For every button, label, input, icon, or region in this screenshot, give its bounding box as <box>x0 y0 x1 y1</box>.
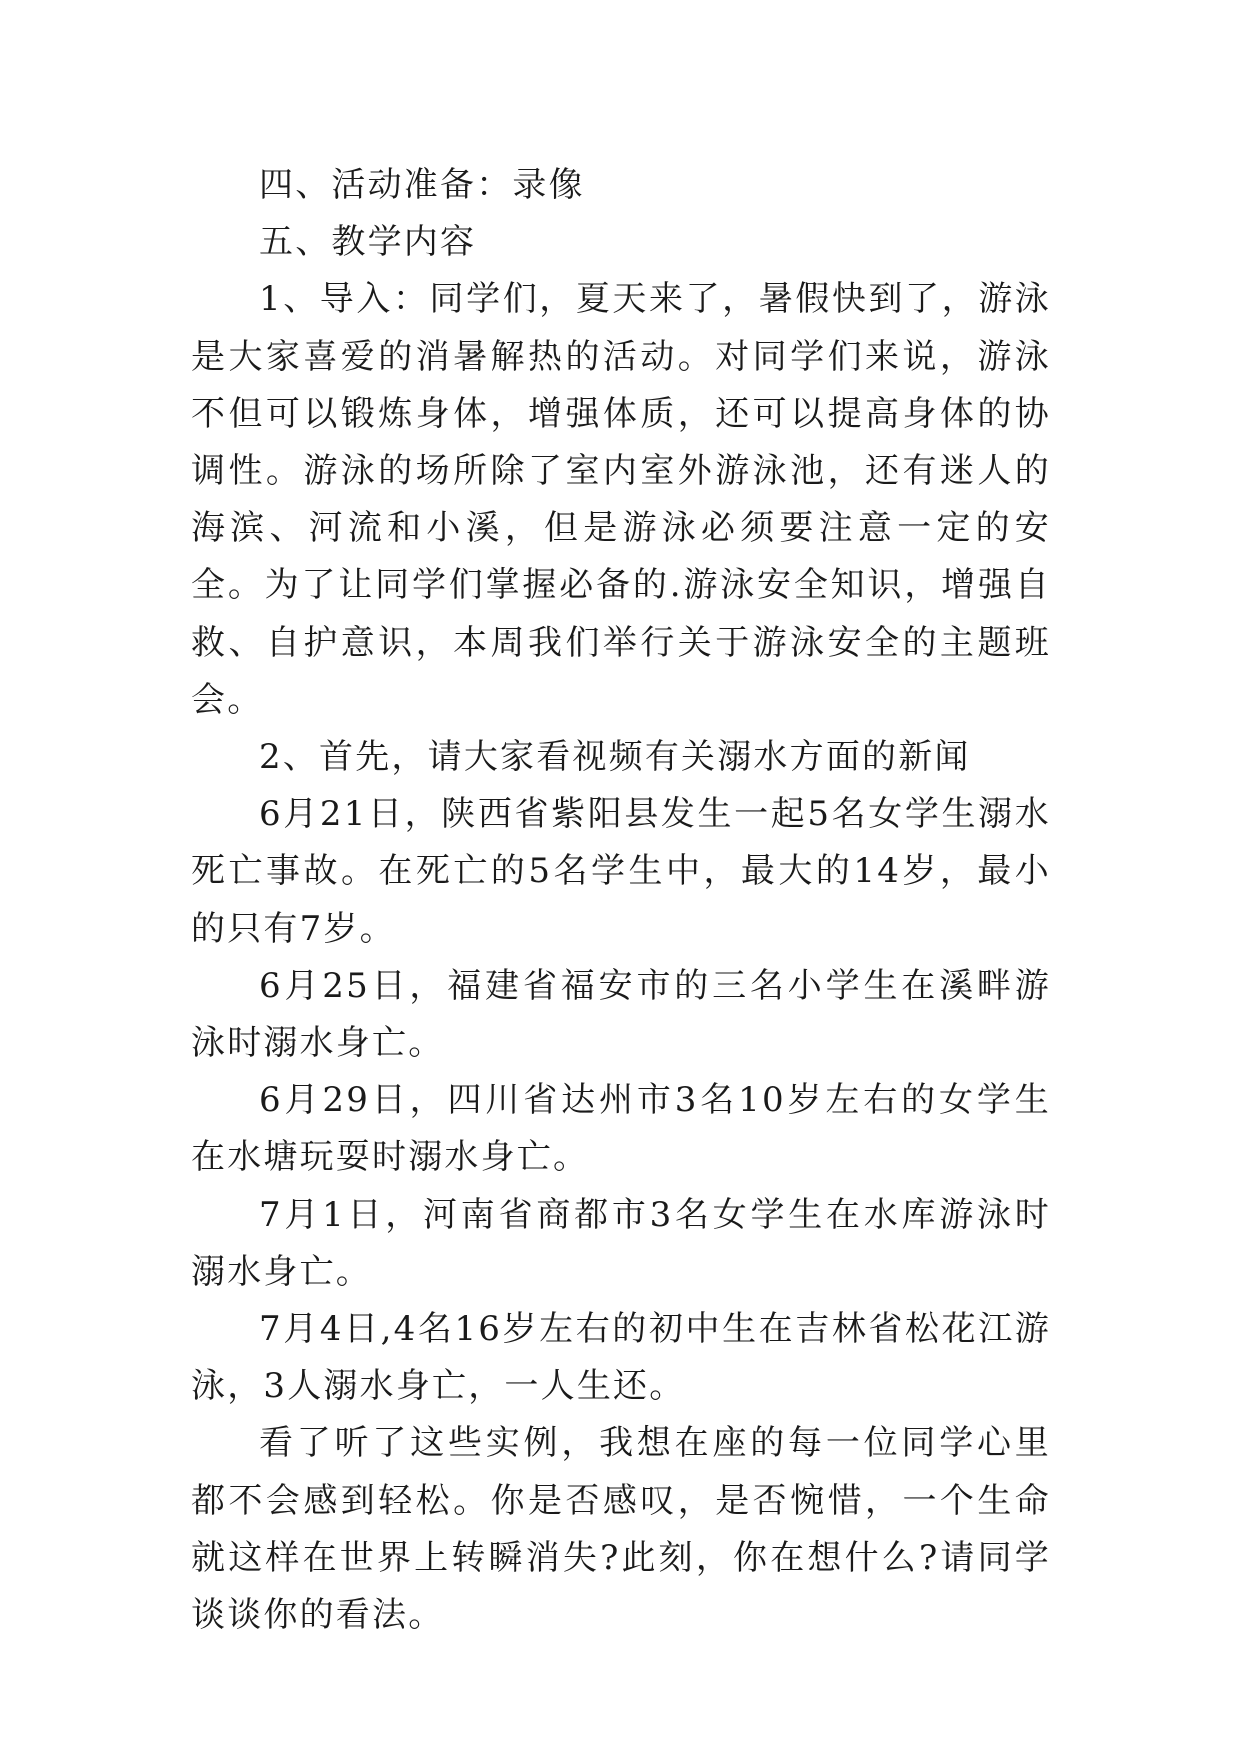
heading-teaching-content: 五、教学内容 <box>259 222 477 263</box>
paragraph-news-item: 6月21日，陕西省紫阳县发生一起5名女学生溺水死亡事故。在死亡的5名学生中，最大的14岁，最小的只有7岁。 <box>191 794 1051 949</box>
document-body <box>191 157 1051 1644</box>
heading-activity-preparation: 四、活动准备：录像 <box>259 165 585 205</box>
paragraph-news-intro: 2、首先，请大家看视频有关溺水方面的新闻 <box>259 737 971 778</box>
paragraph-introduction: 1、导入：同学们，夏天来了，暑假快到了，游泳是大家喜爱的消暑解热的活动。对同学们来说，游泳不但可以锻炼身体，增强体质，还可以提高身体的协调性。游泳的场所除了室内室外游泳池，还有迷人的海滨、河流和小溪，但是游泳必须要注意一定的安全。为了让同学们掌握必备的.游泳安全知识，增强自救、自护意识，本周我们举行关于游泳安全的主题班会。 <box>191 279 1051 720</box>
paragraph-reflection: 看了听了这些实例，我想在座的每一位同学心里都不会感到轻松。你是否感叹，是否惋惜，一个生命就这样在世界上转瞬消失?此刻，你在想什么?请同学谈谈你的看法。 <box>191 1423 1051 1636</box>
paragraph-news-item: 6月29日，四川省达州市3名10岁左右的女学生在水塘玩耍时溺水身亡。 <box>191 1080 1051 1178</box>
paragraph-news-item: 6月25日，福建省福安市的三名小学生在溪畔游泳时溺水身亡。 <box>191 965 1051 1064</box>
paragraph-news-item: 7月1日，河南省商都市3名女学生在水库游泳时溺水身亡。 <box>191 1194 1051 1292</box>
paragraph-news-item: 7月4日,4名16岁左右的初中生在吉林省松花江游泳，3人溺水身亡，一人生还。 <box>191 1309 1051 1407</box>
